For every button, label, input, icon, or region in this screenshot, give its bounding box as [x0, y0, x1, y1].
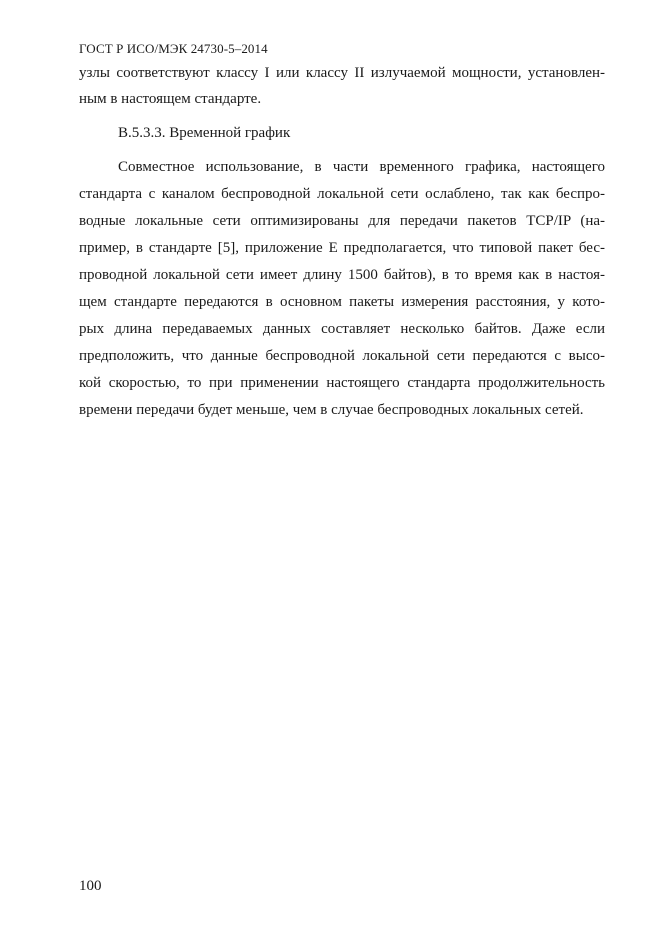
- paragraph-2-line-4: пример, в стандарте [5], приложение E предполагается, что типовой пакет бес-: [79, 240, 605, 256]
- paragraph-2-line-9: кой скоростью, то при применении настоящего стандарта продолжительность: [79, 375, 605, 391]
- paragraph-1-line-1: узлы соответствуют классу I или классу II излучаемой мощности, установлен-: [79, 65, 605, 81]
- paragraph-2-line-1: Совместное использование, в части временного графика, настоящего: [118, 159, 605, 175]
- paragraph-1-line-2: ным в настоящем стандарте.: [79, 91, 262, 107]
- paragraph-2-line-3: водные локальные сети оптимизированы для передачи пакетов TCP/IP (на-: [79, 213, 605, 229]
- paragraph-2-line-6: щем стандарте передаются в основном пакеты измерения расстояния, у кото-: [79, 294, 605, 310]
- paragraph-2-line-8: предположить, что данные беспроводной локальной сети передаются с высо-: [79, 348, 605, 364]
- section-heading: В.5.3.3. Временной график: [118, 125, 291, 141]
- paragraph-2-line-10: времени передачи будет меньше, чем в случае беспроводных локальных сетей.: [79, 402, 584, 418]
- document-header: ГОСТ Р ИСО/МЭК 24730-5–2014: [79, 41, 268, 56]
- paragraph-2-line-7: рых длина передаваемых данных составляет несколько байтов. Даже если: [79, 321, 605, 337]
- page-number: 100: [79, 878, 102, 894]
- paragraph-2-line-2: стандарта с каналом беспроводной локальной сети ослаблено, так как беспро-: [79, 186, 605, 202]
- paragraph-2-line-5: проводной локальной сети имеет длину 1500 байтов), в то время как в настоя-: [79, 267, 605, 283]
